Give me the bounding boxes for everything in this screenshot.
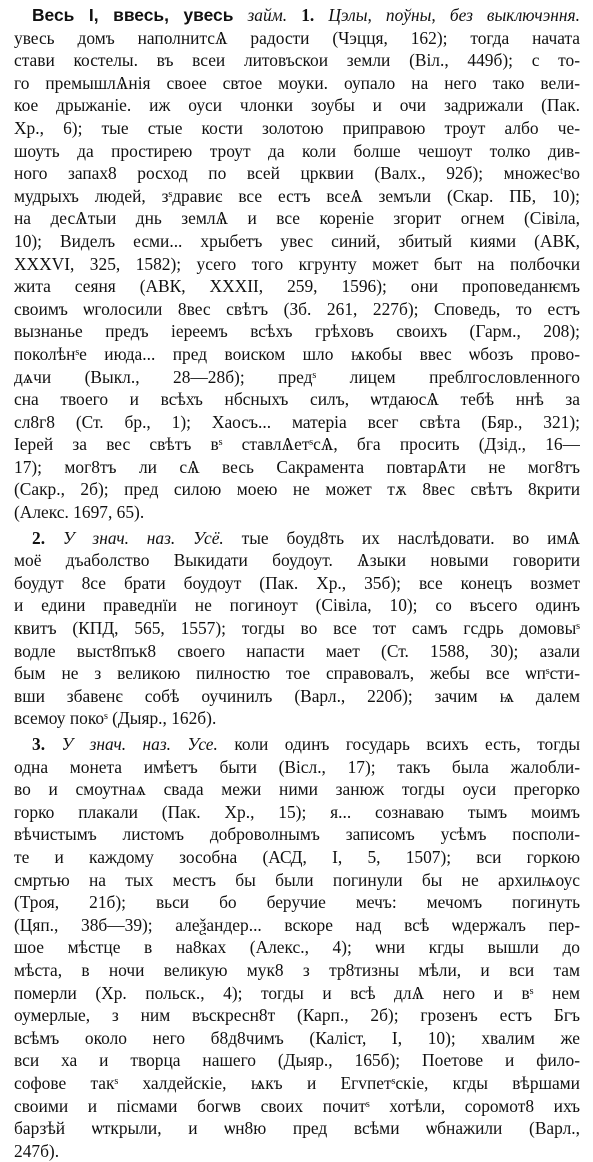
sense-first-line: [14, 733, 580, 756]
text-line: на десѦтыи днь землѦ и все кореніе згорит огнем (Сівіла,: [14, 208, 580, 229]
text-line: Іерей за вес свѣтъ вˢ ставлѦетˢсѦ, бга просить (Дзід., 16—: [14, 434, 580, 455]
sense-gloss: У знач. наз. Усе.: [61, 734, 218, 754]
dictionary-page: [14, 4, 580, 1162]
text-line: XXXVI, 325, 1582); усего того кгрунту может быт на полбочки: [14, 253, 580, 274]
text-line: поколѣнˢе июда... пред воиском шло ѩкобы ввес ѡбозъ прово-: [14, 343, 580, 364]
text-line: 10); Виделъ есми... хрыбетъ увес синий, збитый киями (АВК,: [14, 230, 580, 251]
text-line: квитъ (КПД, 565, 1557); тогды во все тот самъ гсдрь домовыˢ: [14, 618, 580, 639]
text-line: увесь домъ наполнитсѦ радости (Чэцця, 162); тогда начата: [14, 27, 580, 48]
text-line: (Алекс. 1697, 65).: [14, 502, 145, 523]
text-line: одна монета имѣетъ быти (Вісл., 17); такъ была жалобли-: [14, 756, 580, 777]
sense-number: 3.: [32, 734, 46, 754]
text-line: шое мѣстце в на8ках (Алекс., 4); ѡни кгды вышли до: [14, 937, 580, 958]
entry-first-line: [14, 4, 580, 27]
text-line: и едини праведнїи не погиноут (Сівіла, 10); со въсего одинъ: [14, 595, 580, 616]
text-line: 247б).: [14, 1140, 60, 1161]
entry-sense-2: [14, 527, 580, 730]
text-line: моё дъаболство Выкидати боудоут. Ѧзыки новыми говорити: [14, 550, 580, 571]
text-line: вызнанье предъ іереемъ всѣхъ грѣховъ своихъ (Гарм., 208);: [14, 321, 580, 342]
text-line: горко плакали (Пак. Хр., 15); я... сознаваю тымъ моимъ: [14, 801, 580, 822]
entry-headword: Весь I, ввесь, увесь: [32, 5, 234, 25]
text-line: вси ха и творца нашего (Дыяр., 165б); Поетове и фило-: [14, 1050, 580, 1071]
text-run: коли одинъ государь всихъ есть, тогды: [234, 734, 580, 754]
text-line: го премышлѦнія своее свтое моуки. оупало на него тако вели-: [14, 72, 580, 93]
sense-gloss: Цэлы, поўны, без выключэння.: [328, 5, 580, 25]
text-line: померли (Хр. польск., 4); тогды и всѣ длѦ него и вˢ нем: [14, 982, 580, 1003]
text-line: жита сеяня (АВК, XXXII, 259, 1596); они проповеданѥмъ: [14, 276, 580, 297]
entry-grammar: займ.: [247, 5, 288, 25]
text-run: тые боуд8ть их наслѣдовати. во имѦ: [241, 527, 580, 548]
text-line: своимъ ѡголосили 8вес свѣтъ (Зб. 261, 227б); Споведь, то естъ: [14, 298, 580, 319]
text-line: смртью на тых местъ бы были погинули бы не архилѩоус: [14, 869, 580, 890]
text-line: стави костелы. въ всеи литовъскои земли (Віл., 449б); с то-: [14, 50, 580, 71]
text-line: Хр., 6); тые стые кости золотою приправою троут албо че-: [14, 117, 580, 138]
text-line: бым не з великою пилностю тое справовалъ, жебы все ѡпˢсти-: [14, 663, 580, 684]
entry-sense-1: [14, 4, 580, 524]
text-line: всемоу покоˢ (Дыяр., 162б).: [14, 708, 217, 729]
text-line: своими и пісмами богѡв своих почитˢ хотѣли, соромот8 ихъ: [14, 1095, 580, 1116]
text-line: (Цяп., 38б—39); алеѯандер... вскоре над всѣ ѡдержалъ пер-: [14, 914, 580, 935]
text-line: сл8г8 (Ст. бр., 1); Хаосъ... матеріа всег свѣта (Бяр., 321);: [14, 411, 580, 432]
text-line: вѣчистымъ листомъ доброволнымъ записомъ усѣмъ посполи-: [14, 824, 580, 845]
text-line: шоуть да простирею троут да коли болше чешоут толко див-: [14, 140, 580, 161]
text-line: вши збавенє собѣ оучинилъ (Варл., 220б); зачим ѩ далем: [14, 685, 580, 706]
entry-sense-3: [14, 733, 580, 1162]
text-line: (Троя, 21б); вьси бо беручие мечъ: мечомъ погинуть: [14, 892, 580, 913]
text-line: дѧчи (Выкл., 28—28б); предˢ лицем преблгословленного: [14, 366, 580, 387]
text-line: сна твоего и всѣхъ нбсныхъ силъ, ѡтдаюсѦ тебѣ ннѣ за: [14, 389, 580, 410]
sense-number: 1.: [301, 5, 315, 25]
sense-gloss: У знач. наз. Усё.: [62, 527, 224, 548]
text-line: мѣста, в ночи великую мук8 з тр8тизны мѣли, и вси там: [14, 959, 580, 980]
text-line: кое дрыжаніе. иж оуси члонки зоубы и очи задрижали (Пак.: [14, 95, 580, 116]
text-line: (Сакр., 2б); пред силою моею не может тѫ 8вес свѣтъ 8крити: [14, 479, 580, 500]
text-line: водле выст8пък8 своего напасти мает (Ст. 1588, 30); азали: [14, 640, 580, 661]
text-line: софове такˢ халдейскіе, ѩкъ и Егvпетˢскіе, кгды вѣршами: [14, 1072, 580, 1093]
text-line: те и каждому зособна (АСД, I, 5, 1507); вси горкою: [14, 846, 580, 867]
text-line: во и смоутнаѧ свада межи ними занюж тогды оуси прегорко: [14, 779, 580, 800]
text-line: боудут 8се брати боудоут (Пак. Хр., 35б); все конецъ возмет: [14, 572, 580, 593]
sense-first-line: [14, 527, 580, 550]
text-line: барзѣй ѡткрыли, и ѡн8ю пред всѣми ѡбнажили (Варл.,: [14, 1118, 580, 1139]
text-line: 17); мог8тъ ли сѦ весь Сакрамента повтарѦти не мог8тъ: [14, 456, 580, 477]
sense-number: 2.: [32, 527, 46, 548]
text-line: мудрыхъ людей, зˢдравиє все естъ всеѦ земъли (Скар. ПБ, 10);: [14, 185, 580, 206]
text-line: ного запах8 росход по всей црквии (Валх., 92б); множесᵗво: [14, 163, 580, 184]
text-line: оумерлые, з ним въскресн8т (Карп., 2б); грозенъ естъ Бгъ: [14, 1005, 580, 1026]
text-line: всѣмъ около него б8д8чимъ (Каліст, I, 10); хвалим же: [14, 1027, 580, 1048]
